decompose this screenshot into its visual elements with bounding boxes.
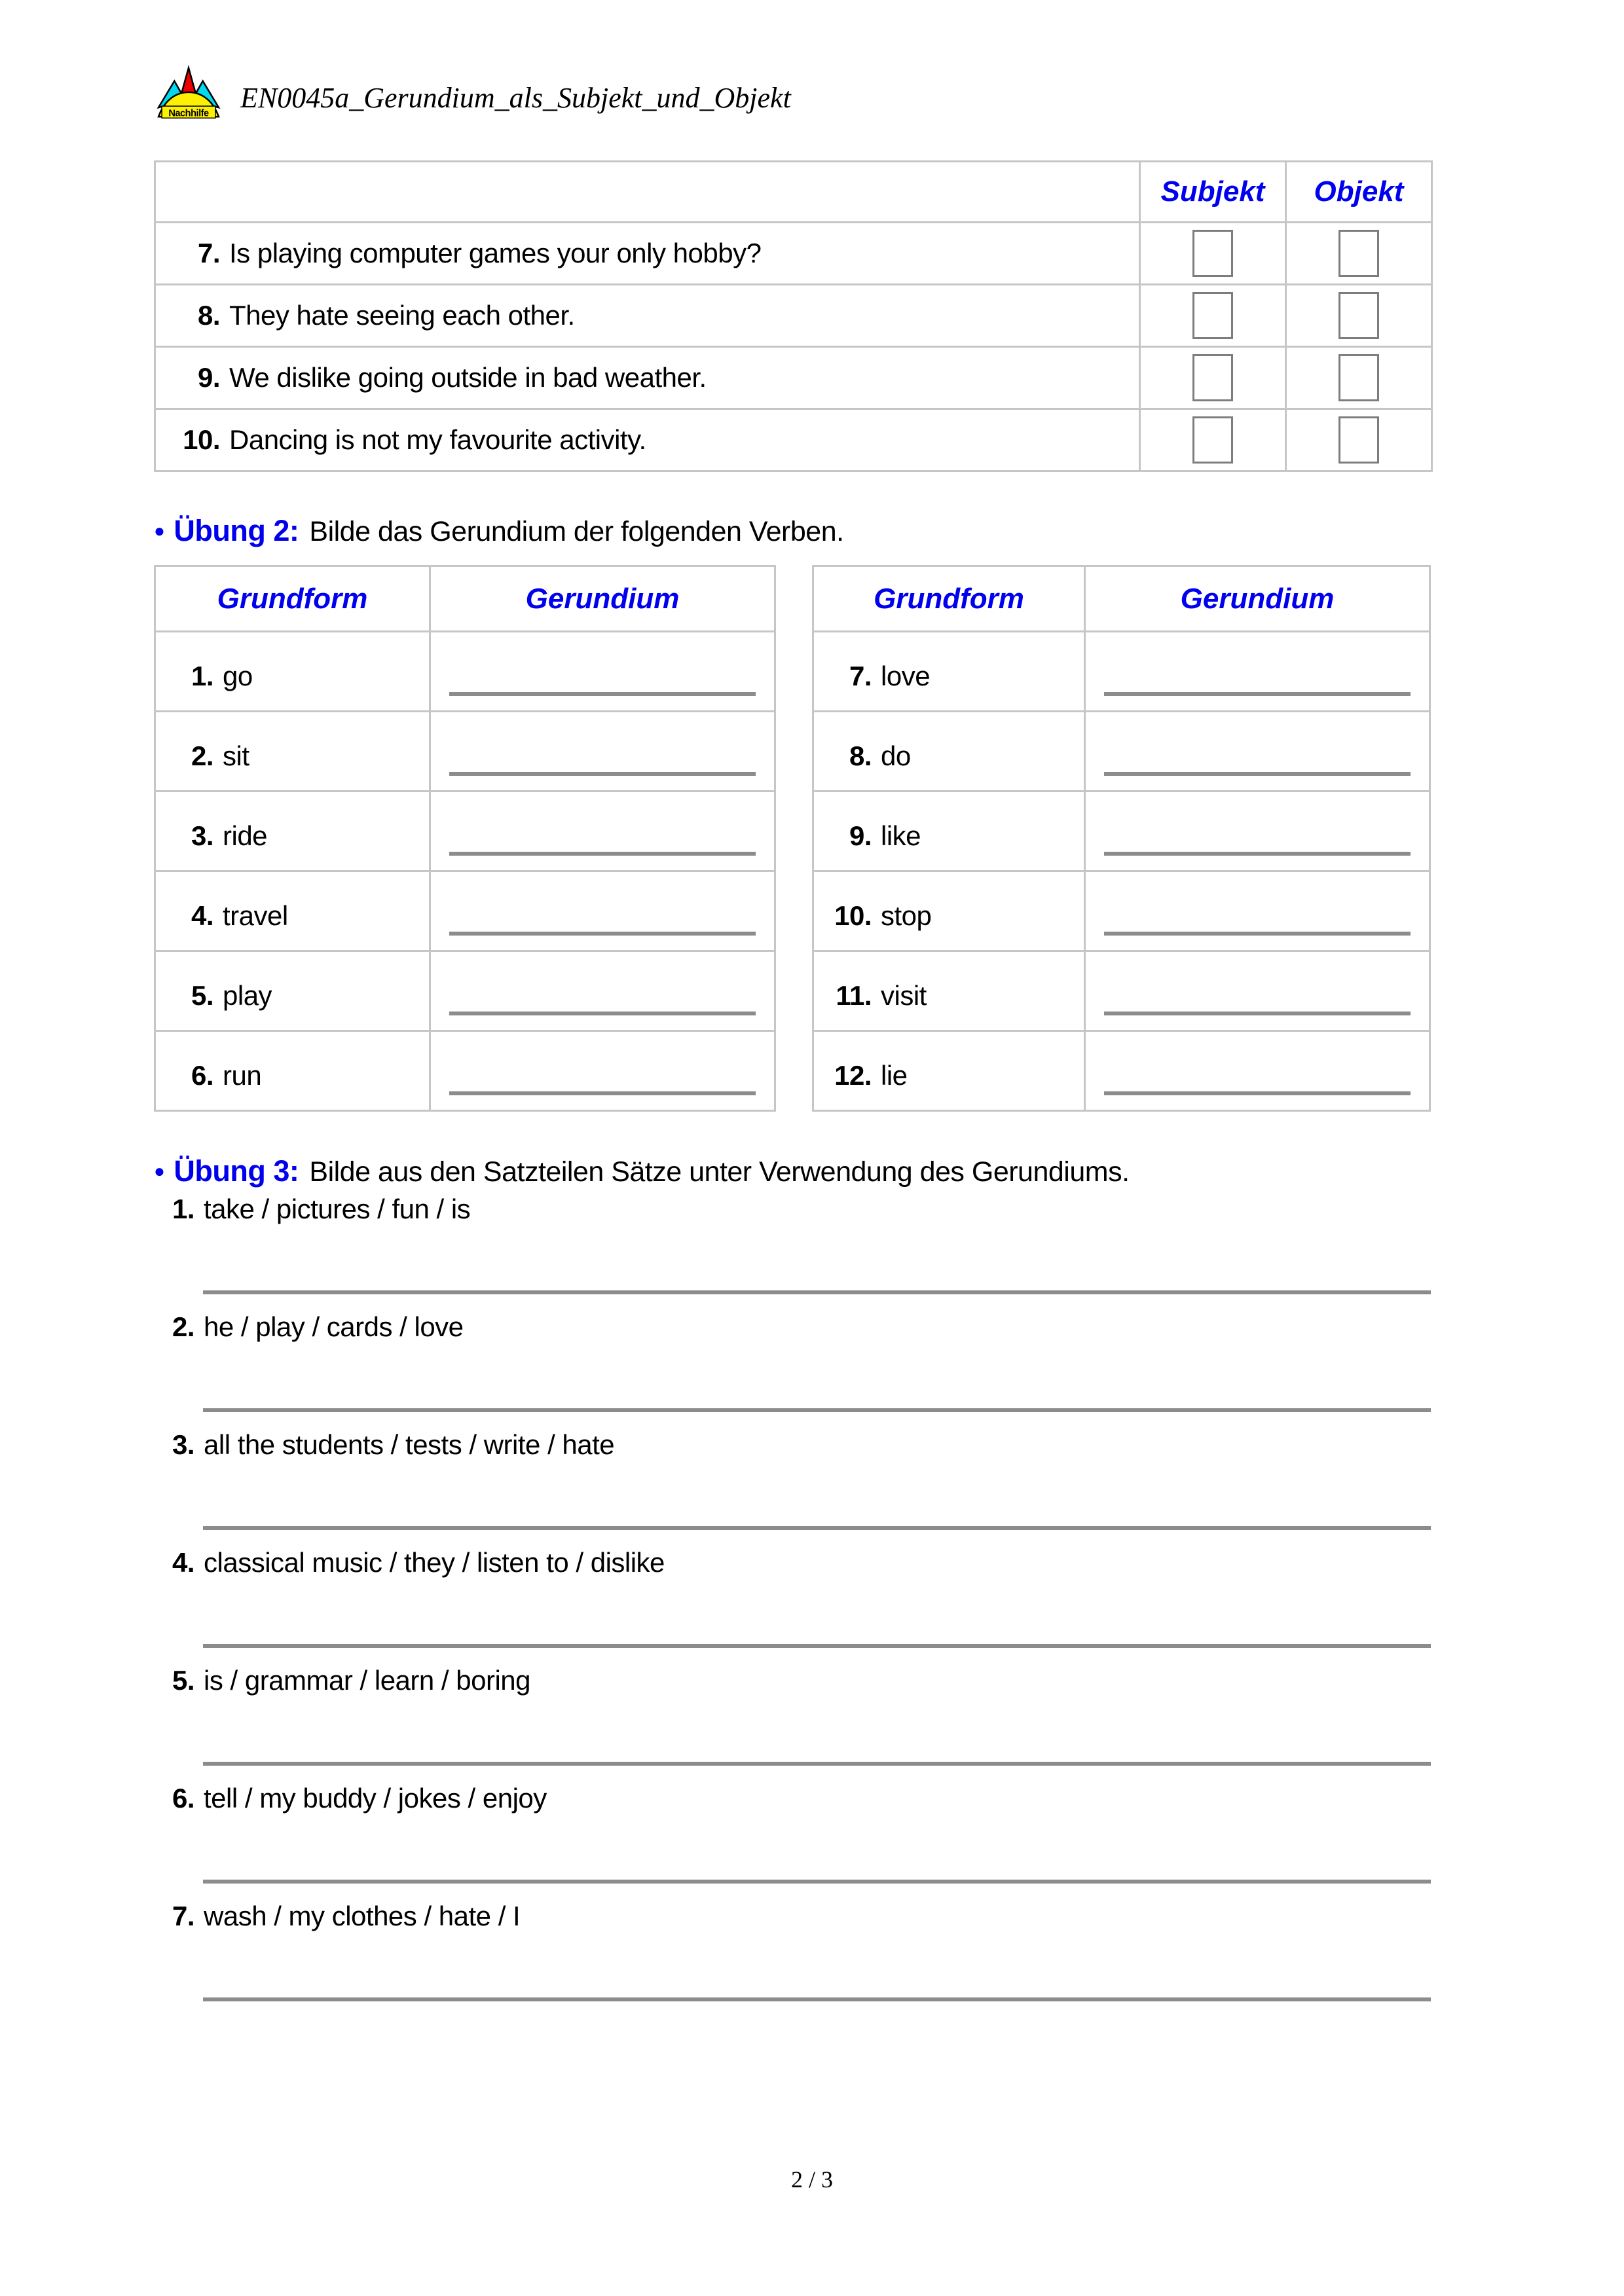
item-number: 4. (172, 1547, 194, 1578)
objekt-checkbox[interactable] (1338, 354, 1379, 401)
sentence-answer-line[interactable] (203, 1880, 1431, 1884)
item-number: 5. (172, 1665, 194, 1696)
sentence-text: Dancing is not my favourite activity. (229, 424, 646, 455)
column-header-grundform: Grundform (217, 582, 368, 615)
sentence-cell (155, 409, 1140, 471)
table-row (813, 1031, 1430, 1111)
list-item (154, 1429, 1431, 1461)
item-number: 8. (197, 300, 220, 331)
page-title: EN0045a_Gerundium_als_Subjekt_und_Objekt (240, 82, 791, 114)
verb-text: ride (223, 820, 268, 851)
table-row (155, 223, 1432, 285)
table-row (813, 712, 1430, 792)
table-row (813, 871, 1430, 951)
sentence-answer-line[interactable] (203, 1644, 1431, 1648)
item-number: 7. (172, 1901, 194, 1931)
item-text: he / play / cards / love (204, 1311, 464, 1342)
gerundium-answer-line[interactable] (1104, 1011, 1411, 1015)
gerundium-answer-line[interactable] (449, 932, 756, 936)
item-number: 9. (849, 820, 872, 851)
column-header-objekt: Objekt (1314, 175, 1404, 208)
subjekt-checkbox[interactable] (1192, 354, 1233, 401)
list-item (154, 1194, 1431, 1225)
gerundium-answer-line[interactable] (1104, 772, 1411, 776)
verb-text: travel (223, 900, 288, 931)
verb-text: do (881, 740, 911, 771)
item-number: 11. (836, 979, 872, 1011)
column-header-gerundium: Gerundium (1180, 582, 1335, 615)
table-row (813, 632, 1430, 712)
column-header-subjekt: Subjekt (1160, 175, 1265, 208)
subjekt-checkbox[interactable] (1192, 292, 1233, 339)
item-text: tell / my buddy / jokes / enjoy (204, 1783, 547, 1813)
verb-text: like (881, 820, 921, 851)
item-number: 7. (197, 238, 220, 268)
item-number: 9. (197, 362, 220, 393)
item-number: 8. (849, 740, 872, 771)
subjekt-objekt-table (154, 160, 1433, 472)
table-row (155, 632, 775, 712)
table-row (155, 871, 775, 951)
item-number: 7. (849, 660, 872, 691)
item-number: 1. (191, 660, 213, 691)
list-item (154, 1311, 1431, 1343)
exercise3-instruction: Bilde aus den Satzteilen Sätze unter Verwendung des Gerundiums. (309, 1156, 1130, 1188)
nachhilfe-logo-icon (154, 62, 223, 134)
subjekt-checkbox[interactable] (1192, 230, 1233, 277)
sentence-answer-line[interactable] (203, 1290, 1431, 1294)
item-number: 2. (191, 740, 213, 771)
sentence-answer-line[interactable] (203, 1762, 1431, 1766)
gerundium-answer-line[interactable] (1104, 692, 1411, 696)
item-number: 3. (172, 1429, 194, 1460)
item-number: 12. (834, 1059, 872, 1091)
table-row (155, 285, 1432, 347)
gerundium-answer-line[interactable] (449, 772, 756, 776)
item-number: 1. (172, 1194, 194, 1224)
objekt-checkbox[interactable] (1338, 292, 1379, 339)
objekt-checkbox[interactable] (1338, 230, 1379, 277)
subjekt-checkbox[interactable] (1192, 416, 1233, 464)
table-row (155, 712, 775, 792)
exercise2-heading (154, 514, 1457, 548)
item-number: 2. (172, 1311, 194, 1342)
verb-text: play (223, 979, 272, 1011)
table-row (155, 951, 775, 1031)
sentence-answer-line[interactable] (203, 1408, 1431, 1412)
item-number: 4. (191, 900, 213, 931)
sentence-text: Is playing computer games your only hobby? (229, 238, 762, 268)
sentence-answer-line[interactable] (203, 1526, 1431, 1530)
item-number: 10. (183, 424, 220, 455)
sentence-cell (155, 223, 1140, 285)
bullet-icon: ● (154, 520, 165, 541)
item-text: classical music / they / listen to / dislike (204, 1547, 665, 1578)
item-text: wash / my clothes / hate / I (204, 1901, 521, 1931)
table-header-row (813, 566, 1430, 632)
gerundium-answer-line[interactable] (449, 852, 756, 856)
item-text: is / grammar / learn / boring (204, 1665, 531, 1696)
verb-text: go (223, 660, 253, 691)
item-number: 5. (191, 979, 213, 1011)
exercise2-label: Übung 2: (174, 514, 299, 547)
item-text: all the students / tests / write / hate (204, 1429, 615, 1460)
item-number: 3. (191, 820, 213, 851)
bullet-icon: ● (154, 1161, 165, 1181)
table-header-row (155, 162, 1432, 223)
verb-text: love (881, 660, 931, 691)
verb-text: sit (223, 740, 249, 771)
verb-table-right (812, 565, 1431, 1112)
exercise3-items (154, 1194, 1431, 2018)
verb-table-left (154, 565, 776, 1112)
sentence-cell (155, 285, 1140, 347)
page-number: 2 / 3 (790, 2166, 833, 2193)
table-row (813, 792, 1430, 871)
table-row (155, 1031, 775, 1111)
document-header (154, 60, 1431, 136)
exercise3-label: Übung 3: (174, 1154, 299, 1188)
table-row (155, 347, 1432, 409)
gerundium-answer-line[interactable] (1104, 1091, 1411, 1095)
table-row (155, 792, 775, 871)
sentence-answer-line[interactable] (203, 1997, 1431, 2001)
sentence-text: They hate seeing each other. (229, 300, 575, 331)
exercise3-heading (154, 1154, 1457, 1188)
verb-text: visit (881, 979, 927, 1011)
list-item (154, 1547, 1431, 1578)
table-row (813, 951, 1430, 1031)
empty-header-cell (155, 162, 1140, 223)
item-text: take / pictures / fun / is (204, 1194, 471, 1224)
list-item (154, 1783, 1431, 1814)
gerundium-answer-line[interactable] (449, 1011, 756, 1015)
verb-text: stop (881, 900, 932, 931)
gerundium-answer-line[interactable] (449, 692, 756, 696)
column-header-grundform: Grundform (874, 582, 1024, 615)
item-number: 6. (191, 1059, 213, 1091)
sentence-text: We dislike going outside in bad weather. (229, 362, 707, 393)
column-header-gerundium: Gerundium (525, 582, 680, 615)
table-header-row (155, 566, 775, 632)
verb-text: run (223, 1059, 262, 1091)
objekt-checkbox[interactable] (1338, 416, 1379, 464)
gerundium-answer-line[interactable] (1104, 932, 1411, 936)
gerundium-answer-line[interactable] (449, 1091, 756, 1095)
verb-tables-row (154, 565, 1431, 1112)
table-row (155, 409, 1432, 471)
gerundium-answer-line[interactable] (1104, 852, 1411, 856)
verb-text: lie (881, 1059, 908, 1091)
sentence-cell (155, 347, 1140, 409)
item-number: 10. (834, 900, 872, 931)
list-item (154, 1901, 1431, 1932)
list-item (154, 1665, 1431, 1696)
exercise2-instruction: Bilde das Gerundium der folgenden Verben. (309, 516, 844, 547)
logo-text: Nachhilfe (168, 107, 209, 118)
item-number: 6. (172, 1783, 194, 1813)
